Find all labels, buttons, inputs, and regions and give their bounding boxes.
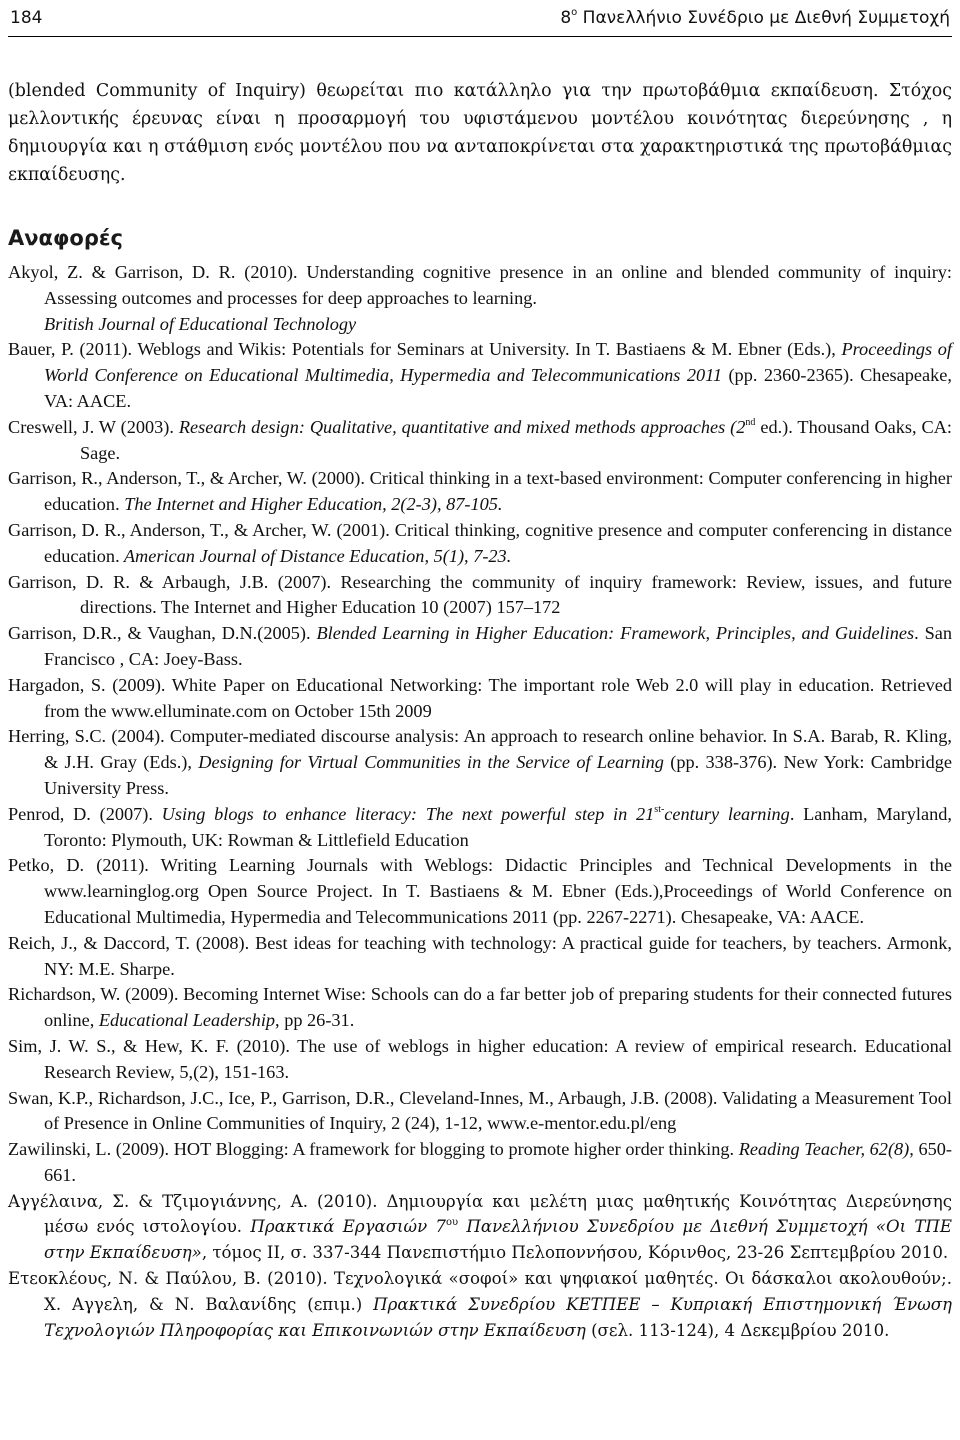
reference-title: Proceedings of World Conference on Educational Multimedia, Hypermedia and Telecommunications 2011 (44, 339, 953, 386)
reference-text: Garrison, D. R. & Arbaugh, J.B. (2007). Researching the community of inquiry framework: (8, 571, 737, 592)
conference-prefix: 8 (560, 8, 572, 28)
reference-text: Ετεοκλέους, Ν. & Παύλου, Β. (2010). Τεχνολογικά «σοφοί» και ψηφιακοί μαθητές. Οι δάσκαλοι ακολουθούν;. Χ. Αγγελη, & Ν. Βαλανίδης (επιμ.) (8, 1269, 952, 1314)
reference-text: 650-661. (44, 1139, 952, 1185)
reference-penrod (8, 802, 952, 854)
reference-akyol (8, 260, 952, 312)
reference-title: American Journal of Distance Education, 5(1), 7-23. (119, 545, 512, 566)
reference-journal: British Journal of Educational Technology (44, 313, 357, 334)
reference-text: . Lanham, Maryland, Toronto: Plymouth, UK: Rowman & Littlefield Education (44, 803, 952, 850)
reference-richardson (8, 982, 952, 1034)
reference-zawilinski (8, 1137, 952, 1189)
reference-herring (8, 724, 952, 801)
conference-sup: ο (571, 7, 578, 19)
reference-text: . San Francisco , CA: Joey-Bass. (44, 623, 952, 669)
reference-text: Garrison, D.R., & Vaughan, D.N.(2005). (8, 623, 311, 644)
reference-title: century learning (664, 803, 790, 824)
reference-text: Akyol, Z. & Garrison, D. R. (2010). Understanding cognitive presence in an online and blended community of inquiry: Assessing outcomes and processes for deep approaches to learning. (8, 262, 952, 308)
reference-garrison-2000 (8, 466, 952, 518)
reference-title: Πρακτικά Εργασιών 7 (242, 1217, 446, 1237)
reference-sup: ου (446, 1216, 459, 1228)
reference-title: Blended Learning in Higher Education: Framework, Principles, and Guidelines (310, 623, 915, 644)
page-header (8, 0, 952, 37)
reference-text: , pp 26-31. (275, 1010, 355, 1031)
reference-sup: nd (745, 416, 756, 428)
reference-title: Πανελλήνιου Συνεδρίου με Διεθνή Συμμετοχή «Οι ΤΠΕ στην Εκπαίδευση» (44, 1217, 953, 1263)
reference-title: Designing for Virtual Communities in the Service of Learning (191, 752, 664, 773)
reference-text: Creswell, J. W (2003). (8, 416, 174, 437)
reference-text: Garrison, R., Anderson, T., & Archer, W. (2000). Critical thinking in a text-based environment: Computer conferencing in higher education. (8, 468, 952, 515)
reference-text: (σελ. 113-124), 4 Δεκεμβρίου 2010. (585, 1320, 890, 1340)
intro-paragraph: (blended Community of Inquiry) θεωρείται πιο κατάλληλο για την πρωτοβάθμια εκπαίδευση. Στόχος μελλοντικής έρευνας είναι η προσαρμογή του υφιστάμενου μοντέλου κοινότητας διερεύνησης , η δημιουργία και η στάθμιση ενός μοντέλου που να ανταποκρίνεται στα χαρακτηριστικά της πρωτοβάθμιας εκπαίδευσης. (8, 81, 952, 185)
reference-bauer (8, 337, 952, 414)
reference-swan: Swan, K.P., Richardson, J.C., Ice, P., Garrison, D.R., Cleveland-Innes, M., Arbaugh, J.B. (2008). Validating a Measurement Tool of Presence in Online Communities of Inquiry, 2 (24), 1-12, www.e-mentor.edu.pl/eng (8, 1087, 952, 1134)
reference-text: (pp. 338-376). New York: Cambridge University Press. (44, 752, 952, 798)
reference-creswell (8, 415, 952, 467)
reference-reich: Reich, J., & Daccord, T. (2008). Best ideas for teaching with technology: A practical guide for teachers, by teachers. Armonk, NY: M.E. Sharpe. (8, 932, 952, 979)
reference-title: The Internet and Higher Education, 2(2-3), 87-105. (119, 494, 503, 515)
reference-aggelaina (8, 1189, 952, 1266)
reference-title: Πρακτικά Συνεδρίου ΚΕΤΠΕΕ – Κυπριακή Επιστημονική Ένωση Τεχνολογιών Πληροφορίας και Επικοινωνιών στην Εκπαίδευση (44, 1294, 952, 1340)
reference-garrison-2007 (8, 570, 952, 622)
page-number: 184 (10, 8, 43, 28)
reference-hargadon: Hargadon, S. (2009). White Paper on Educational Networking: The important role Web 2.0 will play in education. Retrieved from the www.elluminate.com on October 15th 2009 (8, 674, 952, 721)
references-heading: Αναφορές (8, 226, 124, 250)
reference-garrison-2005 (8, 621, 952, 673)
reference-text: Αγγέλαινα, Σ. & Τζιμογιάννης, Α. (2010). Δημιουργία και μελέτη μιας μαθητικής Κοινότητας Διερεύνησης μέσω ενός ιστολογίου. (8, 1191, 952, 1237)
reference-text: ed.). Thousand Oaks, CA: Sage. (80, 416, 952, 463)
conference-rest: Πανελλήνιο Συνέδριο με Διεθνή Συμμετοχή (577, 8, 950, 28)
reference-text: Zawilinski, L. (2009). HOT Blogging: A framework for blogging to promote higher order thinking. (8, 1139, 735, 1160)
reference-text: Bauer, P. (2011). Weblogs and Wikis: Potentials for Seminars at University. In T. Bastiaens & M. Ebner (Eds.), (8, 339, 836, 360)
reference-eteokleous (8, 1266, 952, 1343)
reference-text: Penrod, D. (2007). (8, 803, 153, 824)
reference-garrison-2001 (8, 518, 952, 570)
reference-sup: st- (654, 803, 665, 815)
reference-text: Herring, S.C. (2004). Computer-mediated discourse analysis: An approach to research online behavior. In S.A. Barab, R. Kling, & J.H. Gray (Eds.), (8, 726, 952, 773)
conference-title (560, 8, 950, 28)
reference-text: (pp. 2360-2365). Chesapeake, VA: AACE. (44, 365, 952, 411)
reference-text: Review, issues, and future directions. The Internet and Higher Education 10 (2007) 157–172 (80, 571, 952, 618)
reference-sim: Sim, J. W. S., & Hew, K. F. (2010). The use of weblogs in higher education: A review of empirical research. Educational Research Review, 5,(2), 151-163. (8, 1035, 952, 1082)
reference-title: Using blogs to enhance literacy: The next powerful step in 21 (152, 803, 655, 824)
reference-text: Garrison, D. R., Anderson, T., & Archer, W. (2001). Critical thinking, cognitive presence and computer conferencing in distance education. (8, 519, 952, 566)
reference-text: , τόμος ΙΙ, σ. 337-344 Πανεπιστήμιο Πελοποννήσου, Κόρινθος, 23-26 Σεπτεμβρίου 2010. (201, 1243, 949, 1263)
reference-list (8, 260, 952, 1343)
reference-text: Richardson, W. (2009). Becoming Internet Wise: Schools can do a far better job of preparing students for their connected futures online, (8, 984, 952, 1031)
reference-title: Research design: Qualitative, quantitative and mixed methods approaches (2 (173, 416, 746, 437)
reference-title: Reading Teacher, 62(8), (734, 1139, 914, 1160)
reference-title: Educational Leadership (94, 1010, 276, 1031)
reference-petko: Petko, D. (2011). Writing Learning Journals with Weblogs: Didactic Principles and Technical Developments in the www.learninglog.org Open Source Project. In T. Bastiaens & M. Ebner (Eds.),Proceedings of World Conference on Educational Multimedia, Hypermedia and Telecommunications 2011 (pp. 2267-2271). Chesapeake, VA: AACE. (8, 855, 952, 927)
